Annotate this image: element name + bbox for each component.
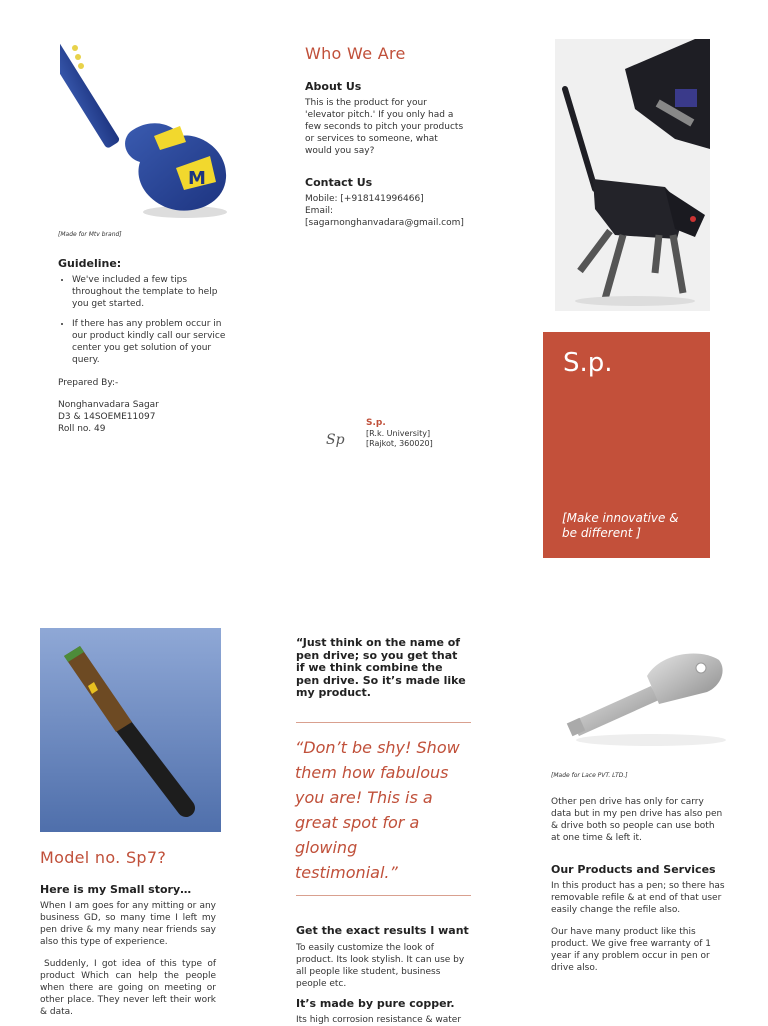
company-line-2: [Rajkot, 360020] bbox=[366, 439, 433, 448]
results-text: To easily customize the look of product. Its look stylish. It can use by all people like student, business people etc. bbox=[296, 943, 465, 989]
company-name: S.p. bbox=[366, 418, 386, 428]
contact-mobile: Mobile: [+918141996466] bbox=[305, 194, 424, 204]
author-name: Nonghanvadara Sagar bbox=[58, 400, 159, 410]
prepared-by-label: Prepared By:- bbox=[58, 378, 119, 388]
services-title: Our Products and Services bbox=[551, 863, 716, 876]
tip-item: • If there has any problem occur in our product kindly call our service center you get solution of your query. bbox=[72, 318, 230, 366]
copper-text: Its high corrosion resistance & water bbox=[296, 1015, 462, 1025]
guitar-usb-image bbox=[60, 40, 232, 220]
divider-bottom bbox=[296, 895, 471, 896]
key-usb-image bbox=[551, 630, 731, 762]
model-title: Model no. Sp7? bbox=[40, 848, 167, 867]
services-paragraph-1: In this product has a pen; so there has removable refile & at end of that user easily change the refile also. bbox=[551, 881, 725, 915]
who-we-are-title: Who We Are bbox=[305, 44, 406, 63]
lead-quote: “Just think on the name of pen drive; so you get that if we think combine the pen drive. So it’s made like my product. bbox=[296, 636, 466, 699]
story-title: Here is my Small story… bbox=[40, 883, 192, 896]
results-title: Get the exact results I want bbox=[296, 924, 469, 937]
author-roll: Roll no. 49 bbox=[58, 424, 106, 434]
intro-text: Other pen drive has only for carry data but in my pen drive has also pen & drive both so people can use both at one time & left it. bbox=[551, 797, 723, 843]
svg-text:M: M bbox=[188, 168, 206, 189]
tip-item: • We've included a few tips throughout the template to help you get started. bbox=[72, 274, 230, 310]
divider-top bbox=[296, 722, 471, 723]
about-text: This is the product for your 'elevator pitch.' If you only had a few seconds to pitch your products or services to someone, what would you say? bbox=[305, 98, 464, 156]
contact-email: [sagarnonghanvadara@gmail.com] bbox=[305, 218, 464, 228]
signature-logo: Sp bbox=[326, 432, 345, 448]
contact-email-label: Email: bbox=[305, 206, 334, 216]
robot-usb-image bbox=[555, 39, 710, 311]
story-paragraph-2: Suddenly, I got idea of this type of product Which can help the people when there are going on meeting or other place. They never left their work & data. bbox=[40, 959, 216, 1017]
about-title: About Us bbox=[305, 80, 362, 93]
story-paragraph-1: When I am goes for any mitting or any business GD, so many time I left my pen drive & my many near friends say also this type of experience. bbox=[40, 901, 216, 947]
company-line-1: [R.k. University] bbox=[366, 429, 431, 438]
brand-title: S.p. bbox=[563, 348, 613, 378]
guideline-tips bbox=[58, 274, 230, 374]
brand-tagline: [Make innovative & be different ] bbox=[562, 511, 679, 540]
image-caption-lace: [Made for Lace PVT. LTD.] bbox=[551, 772, 628, 779]
testimonial-quote: “Don’t be shy! Show them how fabulous you are! This is a great spot for a glowing testimonial.” bbox=[295, 738, 460, 882]
copper-title: It’s made by pure copper. bbox=[296, 997, 455, 1010]
contact-title: Contact Us bbox=[305, 176, 373, 189]
brand-box bbox=[543, 332, 710, 558]
image-caption-mtv: [Made for Mtv brand] bbox=[58, 231, 122, 238]
author-class: D3 & 14SOEME11097 bbox=[58, 412, 156, 422]
guideline-title: Guideline: bbox=[58, 257, 122, 270]
pen-drive-image bbox=[40, 628, 221, 832]
services-paragraph-2: Our have many product like this product. We give free warranty of 1 year if any problem occur in pen or drive also. bbox=[551, 927, 711, 973]
